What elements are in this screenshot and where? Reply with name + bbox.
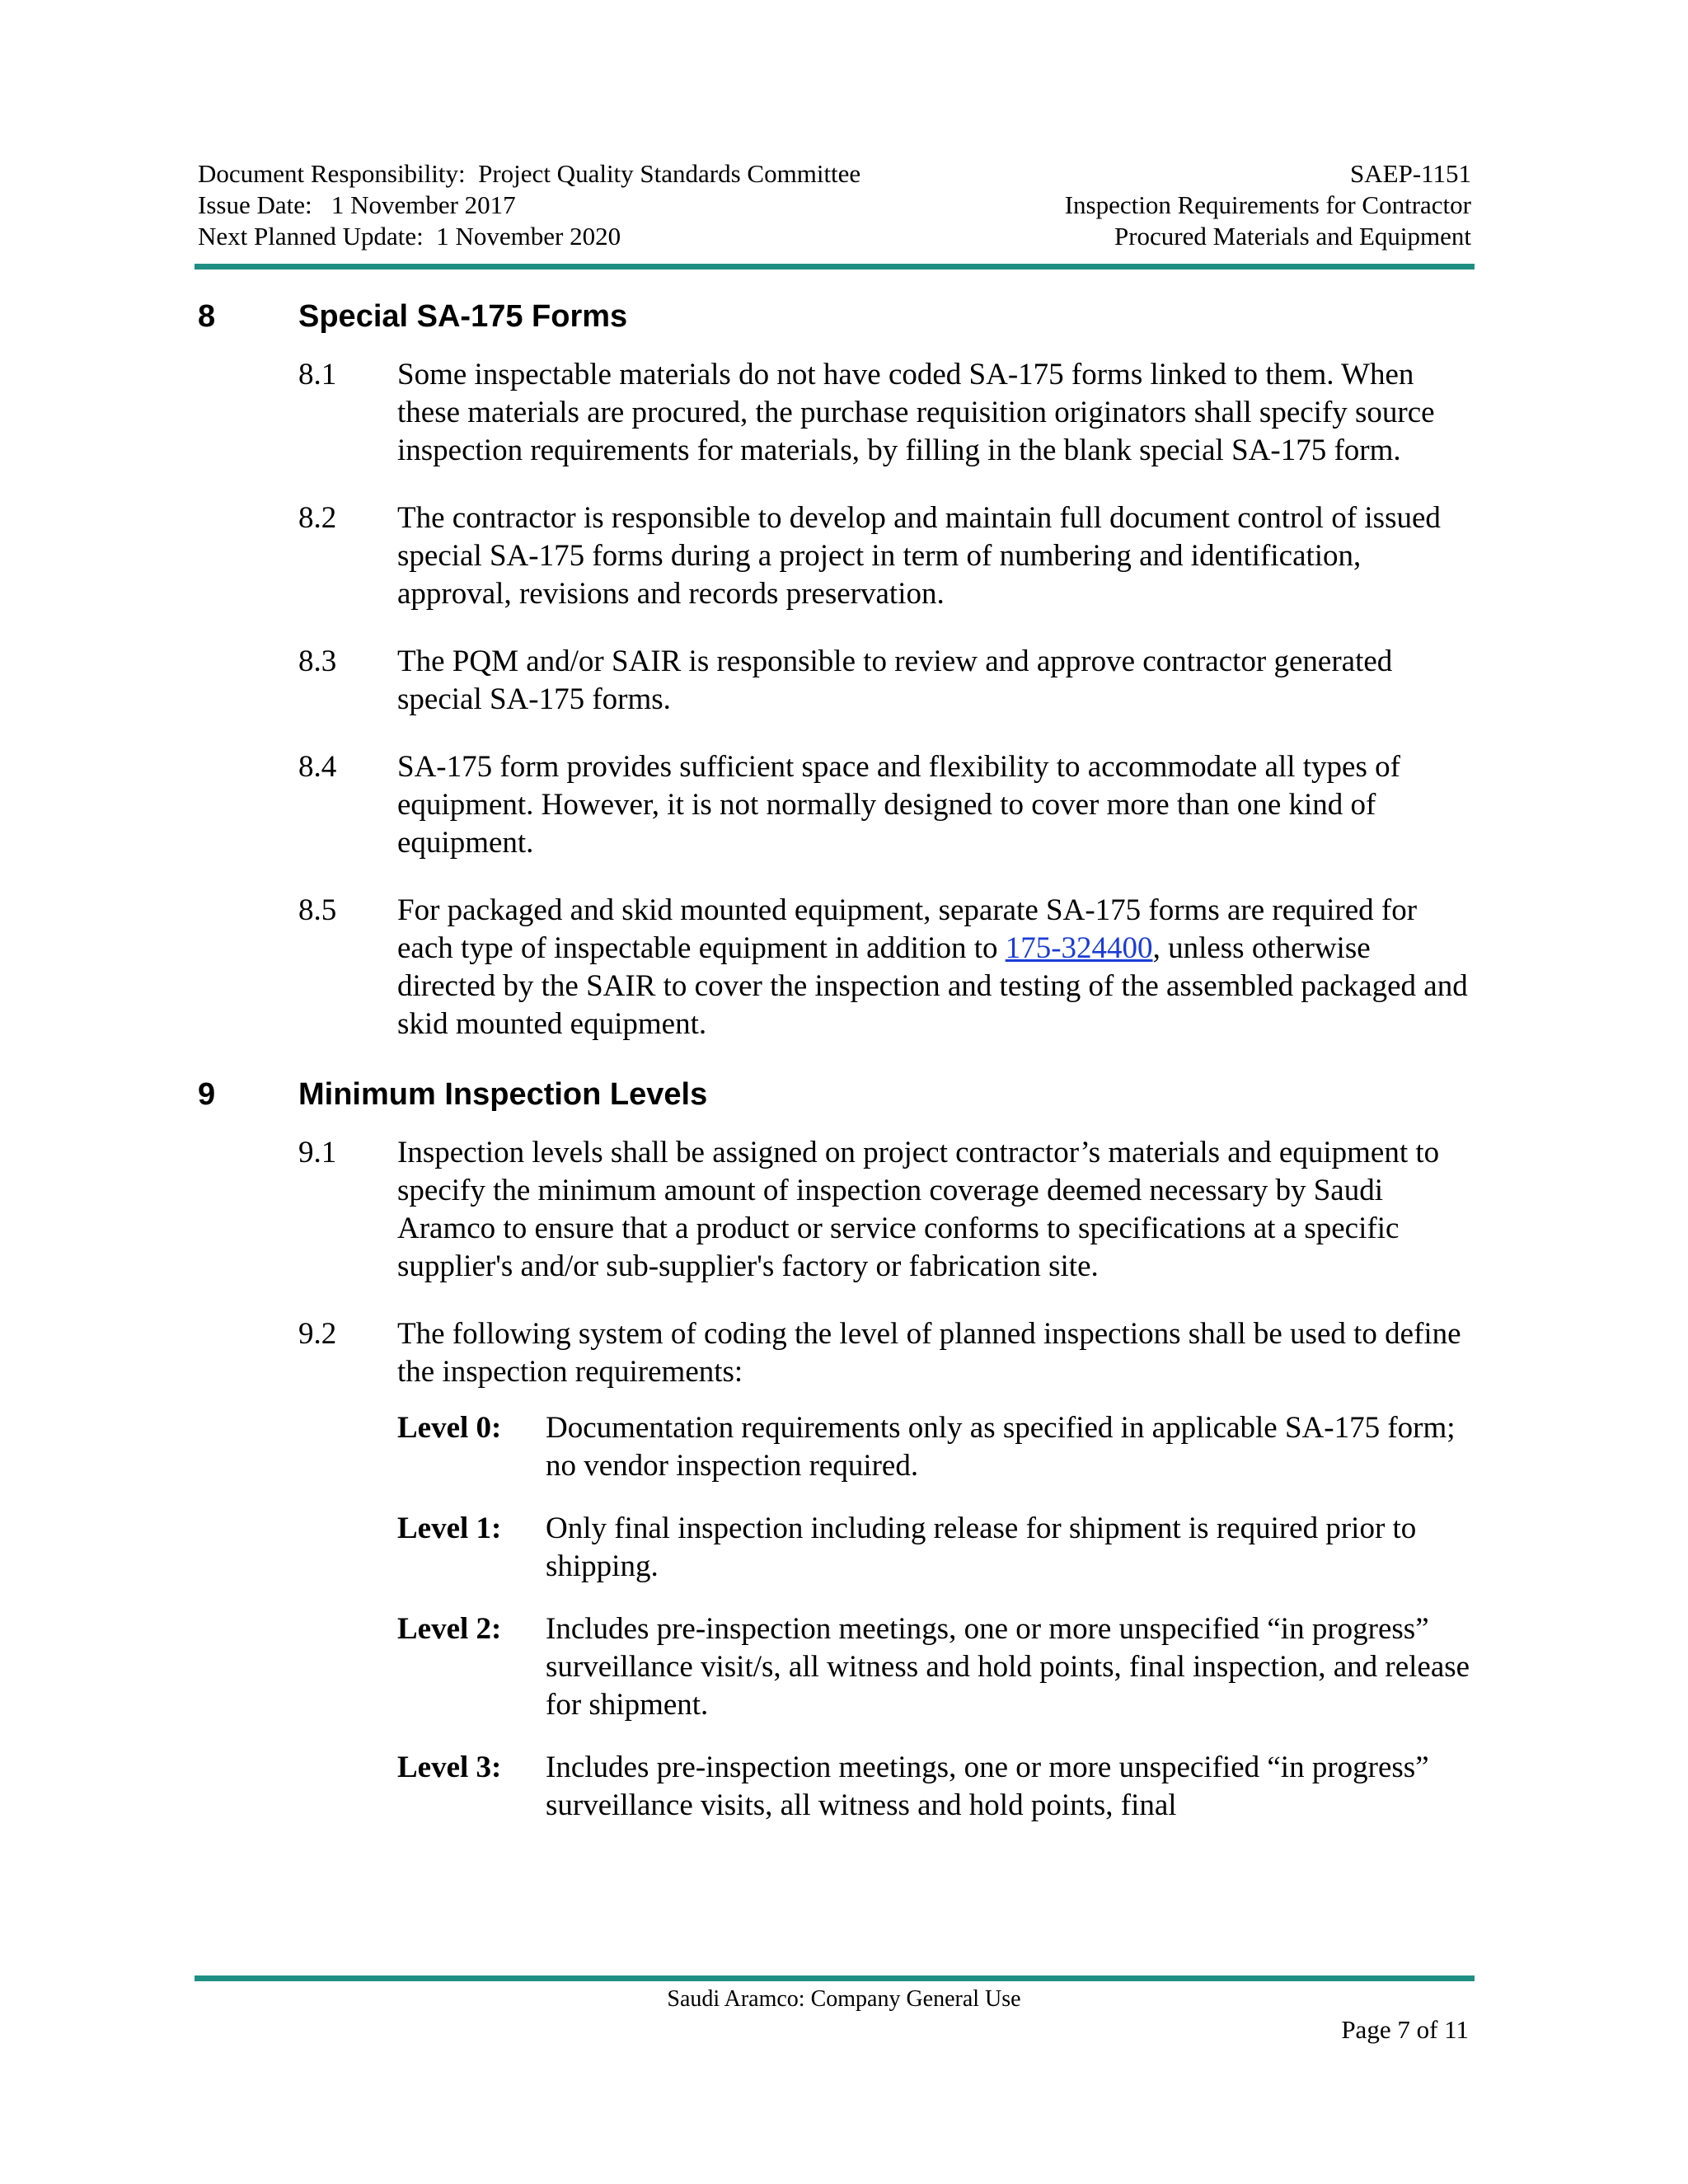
section-number: 8 bbox=[198, 299, 216, 334]
paragraph-8-3 bbox=[298, 643, 1475, 719]
level-description: Documentation requirements only as specified in applicable SA-175 form; no vendor inspection required. bbox=[546, 1411, 1456, 1483]
inspection-levels-list bbox=[397, 1409, 1475, 1825]
level-0-item bbox=[397, 1409, 1475, 1485]
paragraph-text: The following system of coding the level of planned inspections shall be used to define the inspection requirements: bbox=[397, 1317, 1461, 1389]
level-description: Includes pre-inspection meetings, one or more unspecified “in progress” surveillance visits, all witness and hold points, final bbox=[546, 1750, 1429, 1822]
paragraph-9-1 bbox=[298, 1134, 1475, 1286]
section-title: Special SA-175 Forms bbox=[298, 299, 628, 334]
paragraph-text: Inspection levels shall be assigned on project contractor’s materials and equipment to specify the minimum amount of inspection coverage deemed necessary by Saudi Aramco to ensure that a product or service conforms to specifications at a specific supplier's and/or sub-supplier's factory or fabrication site. bbox=[397, 1136, 1440, 1283]
paragraph-number: 8.4 bbox=[298, 750, 337, 784]
issue-date: Issue Date: 1 November 2017 bbox=[198, 190, 516, 219]
level-label: Level 0: bbox=[397, 1411, 502, 1445]
paragraph-text-before-link: For packaged and skid mounted equipment, separate SA-175 forms are required for each type of inspectable equipment in addition to bbox=[397, 893, 1418, 965]
paragraph-number: 8.2 bbox=[298, 501, 337, 535]
level-label: Level 2: bbox=[397, 1612, 502, 1646]
paragraph-number: 9.1 bbox=[298, 1136, 337, 1169]
section-title: Minimum Inspection Levels bbox=[298, 1077, 708, 1112]
header-right bbox=[729, 158, 1471, 252]
paragraph-8-1 bbox=[298, 356, 1475, 470]
level-description: Includes pre-inspection meetings, one or more unspecified “in progress” surveillance visit/s, all witness and hold points, final inspection, and release for shipment. bbox=[546, 1612, 1470, 1722]
level-1-item bbox=[397, 1510, 1475, 1586]
document-number: SAEP-1151 bbox=[1350, 159, 1471, 188]
paragraph-text: Some inspectable materials do not have coded SA-175 forms linked to them. When these materials are procured, the purchase requisition originators shall specify source inspection requirements for materials, by filling in the blank special SA-175 form. bbox=[397, 358, 1435, 467]
footer-divider bbox=[195, 1975, 1475, 1981]
section-heading-9 bbox=[198, 1073, 1475, 1116]
document-responsibility: Document Responsibility: Project Quality Standards Committee bbox=[198, 159, 861, 188]
page-number: Page 7 of 11 bbox=[1341, 2015, 1469, 2044]
paragraph-number: 9.2 bbox=[298, 1317, 337, 1351]
paragraph-8-4 bbox=[298, 748, 1475, 862]
level-label: Level 3: bbox=[397, 1750, 502, 1784]
paragraph-text-after-link: , unless otherwise directed by the SAIR to cover the inspection and testing of the assembled packaged and skid mounted equipment. bbox=[397, 931, 1468, 1041]
level-label: Level 1: bbox=[397, 1511, 502, 1545]
paragraph-8-2 bbox=[298, 499, 1475, 613]
paragraph-text: The PQM and/or SAIR is responsible to review and approve contractor generated special SA-175 forms. bbox=[397, 644, 1393, 716]
section-number: 9 bbox=[198, 1077, 216, 1112]
document-title-line-1: Inspection Requirements for Contractor bbox=[1064, 190, 1471, 219]
paragraph-text: The contractor is responsible to develop and maintain full document control of issued special SA-175 forms during a project in term of numbering and identification, approval, revisions and records preservation. bbox=[397, 501, 1441, 611]
header-divider bbox=[195, 264, 1475, 269]
paragraph-number: 8.3 bbox=[298, 644, 337, 678]
paragraph-number: 8.1 bbox=[298, 358, 337, 391]
next-planned-update: Next Planned Update: 1 November 2020 bbox=[198, 222, 621, 251]
section-heading-8 bbox=[198, 295, 1475, 338]
paragraph-9-2 bbox=[298, 1315, 1475, 1391]
level-3-item bbox=[397, 1749, 1475, 1825]
paragraph-text bbox=[397, 892, 1475, 1043]
form-175-324400-link[interactable]: 175-324400 bbox=[1005, 931, 1153, 965]
paragraph-number: 8.5 bbox=[298, 893, 337, 927]
paragraph-8-5 bbox=[298, 892, 1475, 1043]
classification-label: Saudi Aramco: Company General Use bbox=[667, 1986, 1021, 2012]
level-description: Only final inspection including release for shipment is required prior to shipping. bbox=[546, 1511, 1417, 1583]
page-body bbox=[198, 290, 1475, 1849]
level-2-item bbox=[397, 1610, 1475, 1724]
paragraph-text: SA-175 form provides sufficient space and flexibility to accommodate all types of equipment. However, it is not normally designed to cover more than one kind of equipment. bbox=[397, 750, 1400, 860]
document-title-line-2: Procured Materials and Equipment bbox=[1114, 222, 1471, 251]
